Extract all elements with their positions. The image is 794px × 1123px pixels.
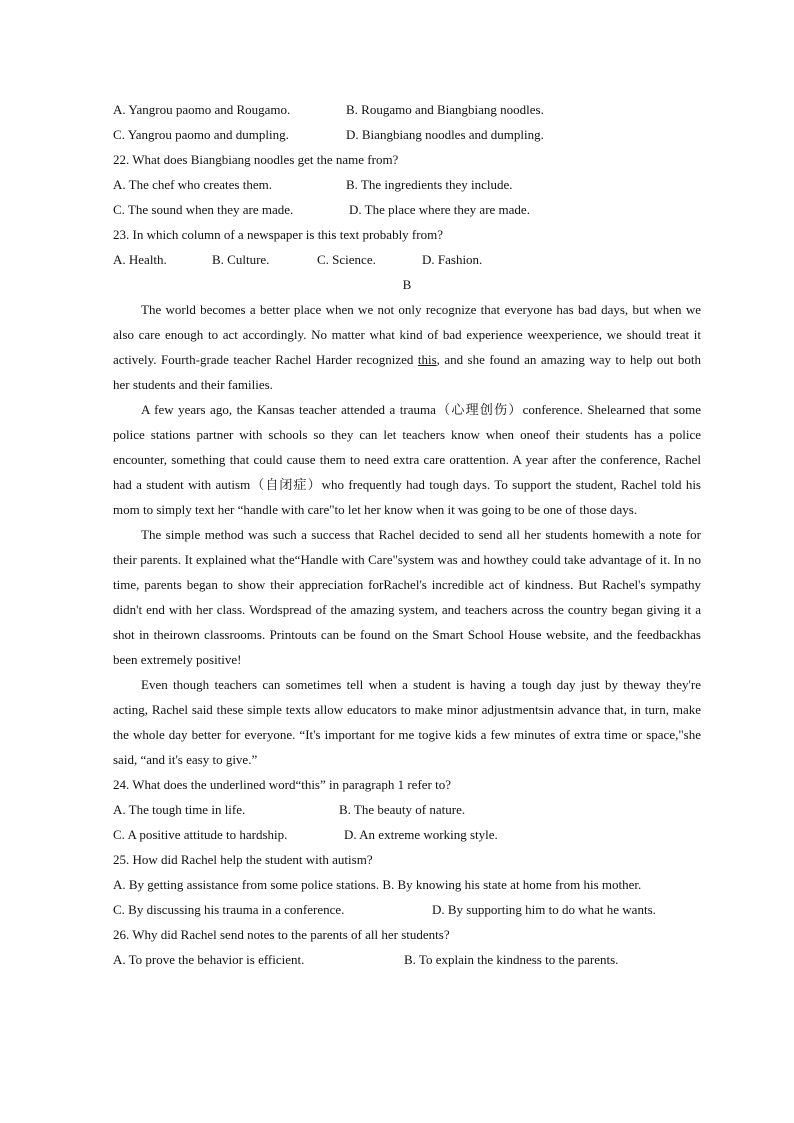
q21-option-c: C. Yangrou paomo and dumpling.: [113, 127, 289, 142]
q22-option-b: B. The ingredients they include.: [346, 177, 513, 192]
q21-options-row-1: [113, 97, 701, 122]
q21-option-b: B. Rougamo and Biangbiang noodles.: [346, 102, 544, 117]
q24-options-row-2: [113, 822, 701, 847]
q25-options-row-2: [113, 897, 701, 922]
q26-option-a: A. To prove the behavior is efficient.: [113, 952, 305, 967]
q25-option-d: D. By supporting him to do what he wants.: [432, 902, 656, 917]
q22-option-c: C. The sound when they are made.: [113, 202, 294, 217]
q21-options-row-2: [113, 122, 701, 147]
q26-option-b: B. To explain the kindness to the parents.: [404, 952, 619, 967]
passage-paragraph-3: The simple method was such a success that Rachel decided to send all her students homewith a note for their parents. It explained what the“Handle with Care"system was and howthey could take advantage of it. In no time, parents began to show their appreciation forRachel's incredible act of kindness. But Rachel's sympathy didn't end with her class. Wordspread of the amazing system, and teachers across the country began giving it a shot in theirown classrooms. Printouts can be found on the Smart School House website, and the feedbackhas been extremely positive!: [113, 527, 701, 667]
underlined-word: this: [417, 352, 437, 367]
q25-options-ab: A. By getting assistance from some police stations. B. By knowing his state at home from his mother.: [113, 877, 642, 892]
q22-option-d: D. The place where they are made.: [349, 202, 530, 217]
passage-paragraph-1-text: The world becomes a better place when we not only recognize that everyone has bad days, but when we also care enough to act accordingly. No matter what kind of bad experience weexperience, we should treat it actively. Fourth-grade teacher Rachel Harder recognized: [113, 302, 701, 367]
q21-option-a: A. Yangrou paomo and Rougamo.: [113, 102, 291, 117]
q22-question: 22. What does Biangbiang noodles get the name from?: [113, 152, 399, 167]
q23-options-row: [113, 247, 701, 272]
q24-option-a: A. The tough time in life.: [113, 802, 246, 817]
q24-option-c: C. A positive attitude to hardship.: [113, 827, 288, 842]
passage-paragraph-1-text-end: , and she found an amazing way to help out both her students and their families.: [113, 352, 701, 392]
q23-option-b: B. Culture.: [212, 252, 270, 267]
q21-option-d: D. Biangbiang noodles and dumpling.: [346, 127, 544, 142]
section-label: B: [402, 277, 412, 292]
passage-paragraph-2: A few years ago, the Kansas teacher attended a trauma（心理创伤）conference. Shelearned that some police stations partner with schools so they can let teachers know when oneof their students has a police encounter, something that could cause them to need extra care orattention. A year after the conference, Rachel had a student with autism（自闭症）who frequently had tough days. To support the student, Rachel told his mom to simply text her “handle with care"to let her know when it was going to be one of those days.: [113, 402, 701, 517]
q23-option-d: D. Fashion.: [422, 252, 483, 267]
q24-option-d: D. An extreme working style.: [344, 827, 498, 842]
q26-options-row-1: [113, 947, 701, 972]
q23-question: 23. In which column of a newspaper is this text probably from?: [113, 227, 443, 242]
q22-option-a: A. The chef who creates them.: [113, 177, 272, 192]
q25-question: 25. How did Rachel help the student with autism?: [113, 852, 373, 867]
q23-option-a: A. Health.: [113, 252, 167, 267]
q26-question: 26. Why did Rachel send notes to the parents of all her students?: [113, 927, 450, 942]
q22-options-row-2: [113, 197, 701, 222]
q25-option-c: C. By discussing his trauma in a conference.: [113, 902, 345, 917]
exam-page: [113, 97, 701, 972]
q22-options-row-1: [113, 172, 701, 197]
q24-option-b: B. The beauty of nature.: [339, 802, 466, 817]
q24-question: 24. What does the underlined word“this” in paragraph 1 refer to?: [113, 777, 451, 792]
passage-paragraph-4: Even though teachers can sometimes tell when a student is having a tough day just by theway they're acting, Rachel said these simple texts allow educators to make minor adjustmentsin advance that, in turn, make the whole day better for everyone. “It's important for me togive kids a few minutes of extra time or space,"she said, “and it's easy to give.”: [113, 677, 701, 767]
q23-option-c: C. Science.: [317, 252, 376, 267]
q24-options-row-1: [113, 797, 701, 822]
passage-paragraph-1: [113, 297, 701, 397]
reading-passage: [113, 297, 701, 772]
